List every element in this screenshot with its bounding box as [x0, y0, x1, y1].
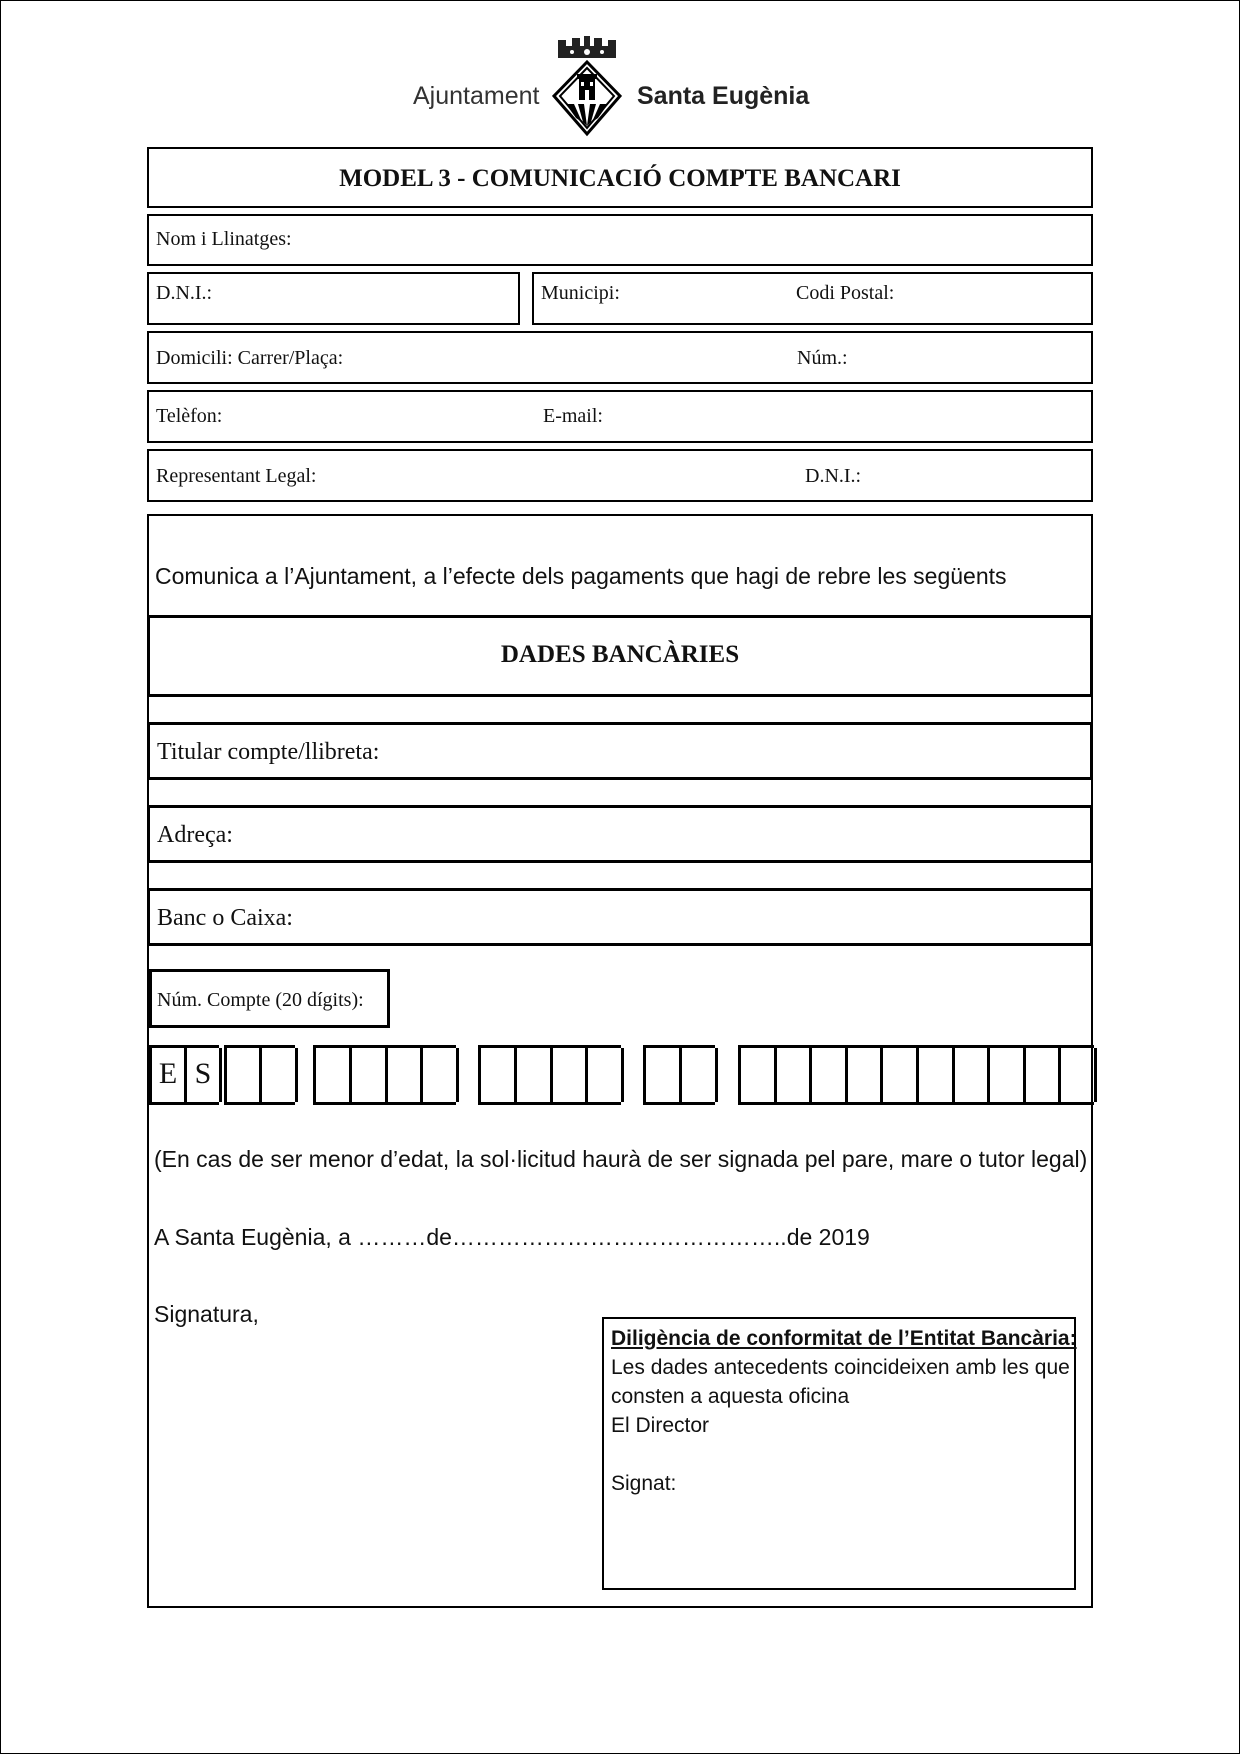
account-digit-box[interactable]: [588, 1048, 624, 1102]
account-entity-group[interactable]: [313, 1045, 456, 1105]
account-digit-box[interactable]: [883, 1048, 919, 1102]
banc-label: Banc o Caixa:: [157, 905, 293, 931]
form-title-box: [147, 147, 1093, 208]
telefon-label: Telèfon:: [156, 405, 223, 427]
num-label: Núm.:: [797, 347, 848, 369]
account-digit-box[interactable]: [262, 1048, 298, 1102]
account-iban-check-group[interactable]: [224, 1045, 295, 1105]
dni-label: D.N.I.:: [156, 282, 213, 304]
account-digit-box[interactable]: [352, 1048, 388, 1102]
account-digit-box[interactable]: [777, 1048, 812, 1102]
titular-label: Titular compte/llibreta:: [157, 739, 380, 765]
account-number-group[interactable]: [738, 1045, 1094, 1105]
lloc-data-text: A Santa Eugènia, a ………de……………………………………..de 2019: [154, 1224, 870, 1250]
codi-postal-label: Codi Postal:: [796, 282, 895, 304]
diligencia-line1: Les dades antecedents coincideixen amb les que: [611, 1356, 1070, 1379]
banc-field[interactable]: [147, 888, 1093, 946]
diligencia-line3: El Director: [611, 1414, 710, 1437]
account-digit-box[interactable]: [848, 1048, 883, 1102]
account-digit-box[interactable]: [423, 1048, 459, 1102]
account-digit-box[interactable]: [316, 1048, 352, 1102]
account-control-group[interactable]: [643, 1045, 715, 1105]
comunica-text: Comunica a l’Ajuntament, a l’efecte dels pagaments que hagi de rebre les següents: [155, 563, 1007, 589]
account-country-group: [149, 1045, 219, 1105]
municipi-field[interactable]: [532, 272, 1093, 325]
account-digit-box[interactable]: [646, 1048, 682, 1102]
menor-text: (En cas de ser menor d’edat, la sol·licitud haurà de ser signada pel pare, mare o tutor legal): [154, 1146, 1088, 1172]
signatura-label: Signatura,: [154, 1301, 259, 1327]
titular-field[interactable]: [147, 722, 1093, 780]
domicili-field[interactable]: [147, 331, 1093, 384]
representant-field[interactable]: [147, 449, 1093, 502]
header-right-text: Santa Eugènia: [637, 82, 810, 110]
num-compte-label: Núm. Compte (20 dígits):: [157, 989, 364, 1011]
account-digit-box[interactable]: [990, 1048, 1026, 1102]
dni-field[interactable]: [147, 272, 520, 325]
adreca-label: Adreça:: [157, 822, 233, 848]
diligencia-box: [602, 1317, 1076, 1590]
diligencia-title: Diligència de conformitat de l’Entitat Bancària:: [611, 1327, 1077, 1350]
account-office-group[interactable]: [478, 1045, 621, 1105]
account-digit-box[interactable]: [227, 1048, 262, 1102]
form-title: MODEL 3 - COMUNICACIÓ COMPTE BANCARI: [339, 165, 901, 192]
municipi-label: Municipi:: [541, 282, 620, 304]
account-digit-box[interactable]: [1061, 1048, 1097, 1102]
account-digit-box: E: [152, 1048, 187, 1102]
domicili-label: Domicili: Carrer/Plaça:: [156, 347, 344, 369]
account-digit-box: S: [187, 1048, 222, 1102]
account-digit-box[interactable]: [1026, 1048, 1061, 1102]
header-left-text: Ajuntament: [413, 82, 540, 110]
account-digit-box[interactable]: [741, 1048, 777, 1102]
adreca-field[interactable]: [147, 805, 1093, 863]
account-digit-box[interactable]: [553, 1048, 588, 1102]
account-digit-box[interactable]: [812, 1048, 848, 1102]
diligencia-line2: consten a aquesta oficina: [611, 1385, 850, 1408]
representant-label: Representant Legal:: [156, 465, 317, 487]
diligencia-signat: Signat:: [611, 1472, 677, 1495]
nom-field[interactable]: [147, 214, 1093, 266]
representant-dni-label: D.N.I.:: [805, 465, 862, 487]
account-digit-box[interactable]: [481, 1048, 517, 1102]
num-compte-label-box: [149, 969, 390, 1028]
account-digit-box[interactable]: [682, 1048, 718, 1102]
dades-bancaries-title: DADES BANCÀRIES: [500, 641, 740, 668]
account-digit-box[interactable]: [919, 1048, 955, 1102]
coat-of-arms-logo: [552, 34, 622, 138]
dades-bancaries-box: [147, 615, 1093, 697]
nom-label: Nom i Llinatges:: [156, 228, 292, 250]
account-digit-box[interactable]: [955, 1048, 990, 1102]
account-digit-box[interactable]: [388, 1048, 423, 1102]
email-label: E-mail:: [543, 405, 603, 427]
account-digit-box[interactable]: [517, 1048, 553, 1102]
telefon-field[interactable]: [147, 390, 1093, 443]
